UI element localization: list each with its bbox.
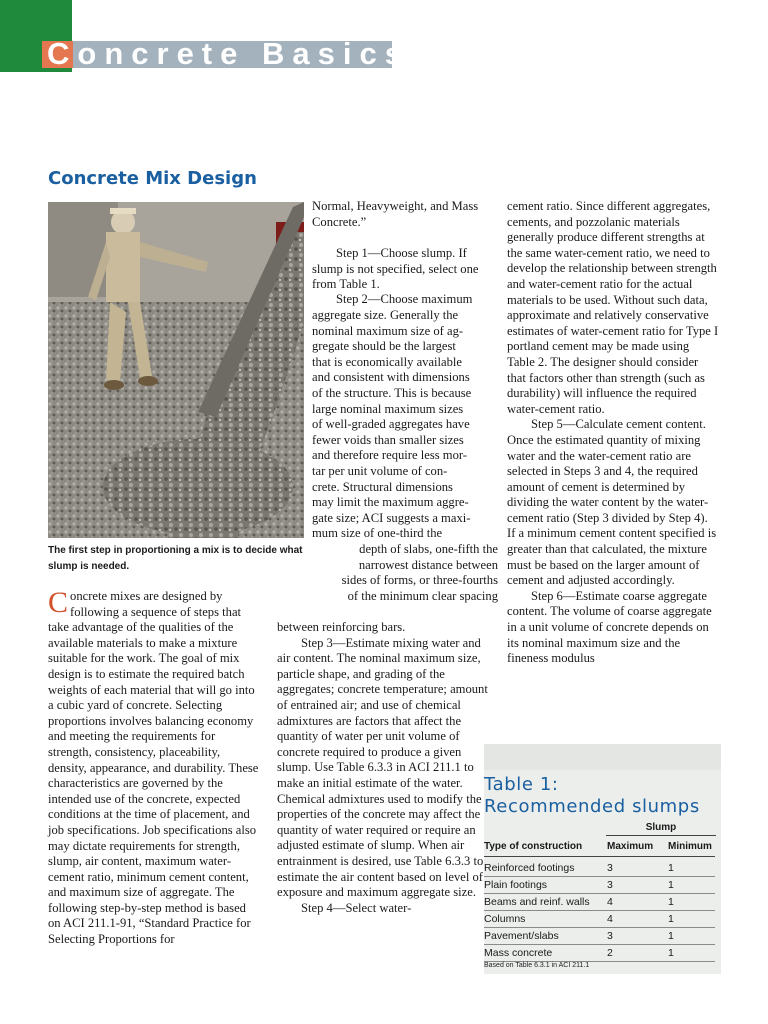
row-min: 1 bbox=[668, 913, 674, 925]
step2-line: nominal maximum size of ag- bbox=[312, 323, 464, 338]
row-max: 4 bbox=[607, 896, 613, 908]
column2-continuation: Normal, Heavyweight, and Mass Concrete.” bbox=[312, 199, 479, 229]
step5-label: Step 5— bbox=[531, 417, 576, 432]
step2-line: of well-graded aggregates have bbox=[312, 417, 470, 432]
article-heading: Concrete Mix Design bbox=[48, 168, 257, 189]
drop-cap: C bbox=[48, 586, 69, 619]
table-recommended-slumps bbox=[484, 744, 721, 974]
step3-text: Estimate mixing water and air content. The nominal maximum size, particle shape, and grading of the aggregates; concrete temperature; amount of entrained air; and use of chemical admixtures are factors that affect the quantity of water per unit volume of concrete required to produce a given slump. Use Table 6.3.3 in ACI 211.1 to make an initial estimate of the water. Chemical admixtures used to modify the properties of the concrete may affect the quantity of water required or require an adjusted estimate of slump. When air entrainment is desired, use Table 6.3.3 to estimate the air content based on level of exposure and maximum aggregate size. bbox=[277, 635, 488, 900]
row-type: Plain footings bbox=[484, 879, 548, 891]
row-max: 4 bbox=[607, 913, 613, 925]
step6-text: Estimate coarse aggregate content. The volume of coarse aggregate in a unit volume of concrete depends on its nominal maximum size and the fineness modulus bbox=[507, 588, 712, 666]
row-max: 3 bbox=[607, 930, 613, 942]
table-header-row bbox=[484, 840, 715, 857]
row-type: Beams and reinf. walls bbox=[484, 896, 590, 908]
col-min-header: Minimum bbox=[668, 841, 712, 852]
table-row bbox=[484, 860, 715, 877]
row-max: 3 bbox=[607, 862, 613, 874]
row-type: Mass concrete bbox=[484, 947, 553, 959]
step2-line: and therefore require less mor- bbox=[312, 448, 467, 463]
step2-paragraph bbox=[312, 292, 498, 308]
step1-paragraph bbox=[312, 246, 498, 293]
step2-line: may limit the maximum aggre- bbox=[312, 495, 469, 510]
step2-line: gregate should be the largest bbox=[312, 339, 456, 354]
photo-caption: The first step in proportioning a mix is to decide what slump is needed. bbox=[48, 545, 303, 572]
row-min: 1 bbox=[668, 947, 674, 959]
step2-line: fewer voids than smaller sizes bbox=[312, 432, 464, 447]
step1-label: Step 1— bbox=[336, 246, 381, 260]
table-note: Based on Table 6.3.1 in ACI 211.1 bbox=[484, 962, 590, 969]
intro-paragraph bbox=[48, 586, 260, 948]
row-type: Pavement/slabs bbox=[484, 930, 559, 942]
step2-line: gate size; ACI suggests a maxi- bbox=[312, 510, 471, 525]
step2-line: that is economically available bbox=[312, 354, 463, 369]
step2-last-line: between reinforcing bars. bbox=[277, 620, 406, 634]
step2-line: and consistent with dimensions bbox=[312, 370, 470, 385]
table-title-line1: Table 1: bbox=[484, 774, 559, 795]
table-top-band bbox=[484, 744, 721, 770]
row-max: 2 bbox=[607, 947, 613, 959]
row-min: 1 bbox=[668, 879, 674, 891]
banner-title: Concrete Basics bbox=[47, 36, 410, 71]
column3-continuation: cement ratio. Since different aggregates, cements, and pozzolanic materials generally produce different strengths at the same water-cement ratio, we need to develop the relationship between strength and water-cement ratio for the actual materials to be used. Without such data, approximate and relatively conservative estimates of water-cement ratio for Type I portland cement may be made using Table 2. The designer should consider that factors other than strength (such as durability) will influence the required water-cement ratio. bbox=[507, 199, 719, 416]
step2-line: of the structure. This is because bbox=[312, 385, 472, 400]
step2-line: crete. Structural dimensions bbox=[312, 479, 453, 494]
step3-label: Step 3— bbox=[301, 635, 346, 650]
step2-line: mum size of one-third the bbox=[312, 526, 443, 541]
step1-text: Choose slump. If slump is not specified, select one from Table 1. bbox=[312, 246, 479, 292]
table-row bbox=[484, 911, 715, 928]
step2-line: depth of slabs, one-fifth the bbox=[359, 541, 498, 556]
column3-text bbox=[507, 199, 719, 667]
row-type: Reinforced footings bbox=[484, 862, 575, 874]
slump-group-header: Slump bbox=[606, 822, 716, 836]
step2-label: Step 2— bbox=[336, 292, 381, 306]
concrete-pour-photo bbox=[48, 202, 304, 538]
step2-line: narrowest distance between bbox=[358, 557, 498, 572]
intro-text: oncrete mixes are designed by following a sequence of steps that take advantage of the qualities of the available materials to make a mixture suitable for the work. The goal of mix design is to estimate the required batch weights of each material that will go into a cubic yard of concrete. Selecting proportions involves balancing economy and meeting the requirements for strength, consistency, placeability, density, appearance, and durability. These characteristics are governed by the intended use of the concrete, expected conditions at the time of placement, and job specifications. Job specifications also may dictate requirements for strength, slump, air content, maximum water-cement ratio, minimum cement content, and maximum size of aggregate. The following step-by-step method is based on ACI 211.1-91, “Standard Practice for Selecting Proportions for bbox=[48, 589, 259, 947]
step5-text: Calculate cement content. Once the estimated quantity of mixing water and the water-cement ratio are selected in Steps 3 and 4, the required amount of cement is determined by dividing the water content by the water-cement ratio (Step 3 divided by Step 4). If a minimum cement content specified is greater than that calculated, the mixture must be based on the larger amount of cement and adjusted accordingly. bbox=[507, 417, 717, 588]
step2-text: Choose maximum bbox=[380, 292, 473, 306]
table-row bbox=[484, 928, 715, 945]
row-type: Columns bbox=[484, 913, 526, 925]
col-type-header: Type of construction bbox=[484, 841, 583, 852]
table-row bbox=[484, 877, 715, 894]
row-min: 1 bbox=[668, 930, 674, 942]
row-min: 1 bbox=[668, 862, 674, 874]
step4-text: Select water- bbox=[345, 900, 412, 915]
col-max-header: Maximum bbox=[607, 841, 654, 852]
row-min: 1 bbox=[668, 896, 674, 908]
step2-line: aggregate size. Generally the bbox=[312, 308, 459, 322]
step4-label: Step 4— bbox=[301, 900, 346, 915]
row-max: 3 bbox=[607, 879, 613, 891]
step2-lines bbox=[312, 308, 498, 604]
step2-line: large nominal maximum sizes bbox=[312, 401, 464, 416]
section-banner bbox=[42, 36, 410, 71]
table-title-line2: Recommended slumps bbox=[484, 796, 700, 817]
table-row bbox=[484, 894, 715, 911]
step2-line: of the minimum clear spacing bbox=[347, 588, 498, 603]
table-row bbox=[484, 945, 715, 962]
table-rows bbox=[484, 860, 715, 962]
table-title bbox=[484, 774, 700, 818]
step2-line: tar per unit volume of con- bbox=[312, 463, 448, 478]
step6-label: Step 6— bbox=[531, 588, 576, 603]
step2-line: sides of forms, or three-fourths bbox=[341, 573, 498, 588]
step3-paragraph bbox=[277, 620, 491, 916]
